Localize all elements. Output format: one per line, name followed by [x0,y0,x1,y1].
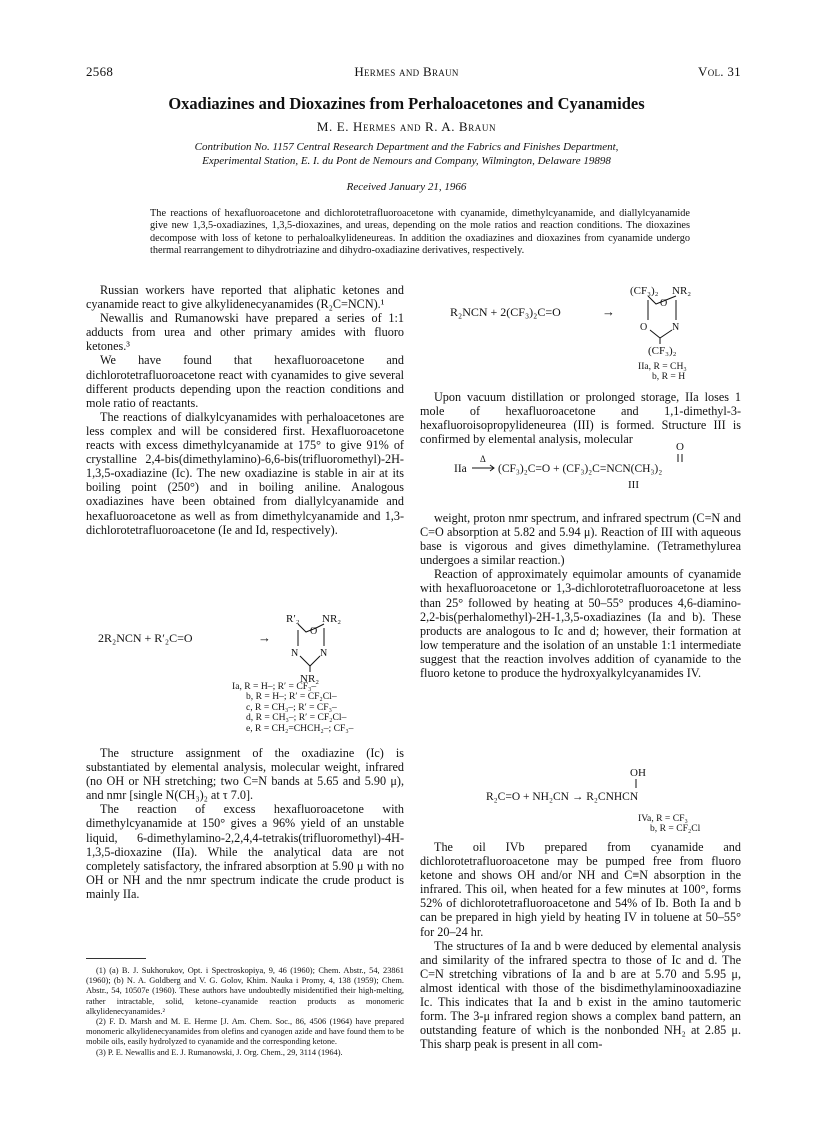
paragraph: weight, proton nmr spectrum, and infrared spectrum (C=N and C=O absorption at 5.82 and 5.94 μ). Reaction of III with aqueous base is vigorous and gives dimethylamine. (Tetramethylurea undergoes a similar reaction.) [420,511,741,568]
scheme2-sub-bottom: (CF₃)₂ [648,345,677,357]
paragraph: The oil IVb prepared from cyanamide and dichlorotetrafluoroacetone may be pumped free from fluoro ketone and shows OH and/or NH and C≡N absorption in the infrared. This oil, when heated for a few minutes at 100°, forms 52% of dichlorotetrafluoroacetone and 54% of Ib. Both Ia and b can be prepared in high yield by heating IV in toluene at 50–55° for 20–24 hr. [420,840,741,939]
affiliation-line: Experimental Station, E. I. du Pont de Nemours and Company, Wilmington, Delaware 19898 [202,154,611,167]
scheme1-arrow: → [258,630,271,645]
scheme3-reactant: IIa [454,463,467,475]
legend-line: c, R = CH₃–; R′ = CF₃– [246,701,337,713]
scheme3-oxygen: O [676,441,684,453]
scheme4-legend [638,814,700,835]
legend-line: Ia, R = H–; R′ = CF₃– [232,681,317,692]
scheme3-delta: Δ [480,454,486,464]
scheme1-ring-n-right: N [320,648,328,659]
scheme2-ring-n: N [672,322,680,333]
scheme-urea-formation [420,440,741,496]
scheme2-ring-o-left: O [640,322,648,333]
right-column-paras [420,511,741,680]
paragraph: Upon vacuum distillation or prolonged storage, IIa loses 1 mole of hexafluoroacetone and 1,1-dimethyl-3-hexafluoroisopropylideneurea (III) is formed. Structure III is confirmed by elemental analysis, molecular [420,390,741,447]
paragraph: Reaction of approximately equimolar amounts of cyanamide with hexafluoroacetone or 1,3-dichlorotetrafluoroacetone at less than 25° followed by heating at 50–55° produces 4,6-diamino-2,2-bis(perhalomethyl)-2H-1,3,5-oxadiazines (Ia and b). These products are analogous to Ic and d; however, their formation at low temperature and the isolation of an unstable 1:1 intermediate suggest that the reaction involves addition of cyanamide to the fluoro ketone to produce the hydroxyalkylcyanamides IV. [420,567,741,681]
scheme1-reactants: 2R₂NCN + R′₂C=O [98,631,193,645]
scheme3-products: (CF₃)₂C=O + (CF₃)₂C=NCN(CH₃)₂ [498,463,663,475]
running-title: Hermes and Braun [354,64,459,79]
scheme-hydroxyalkylcyanamide [420,766,741,810]
scheme1-sub-top-left: R′₂ [286,613,300,625]
scheme2-sub-top-right: NR₂ [672,285,692,297]
right-column-para [420,390,741,446]
legend-line: IVa, R = CF₃ [638,813,688,824]
volume-label: Vol. 31 [698,64,741,79]
affiliation-line: Contribution No. 1157 Central Research Department and the Fabrics and Finishes Department, [194,141,619,153]
scheme1-sub-top-right: NR₂ [322,613,342,625]
paragraph: Newallis and Rumanowski have prepared a series of 1:1 adducts from urea and other primary amides with fluoro ketones.³ [86,311,404,354]
legend-line: e, R = CH₂=CHCH₂–; CF₃– [246,722,354,734]
footnote: (1) (a) B. J. Sukhorukov, Opt. i Spectroskopiya, 9, 46 (1960); Chem. Abstr., 54, 23861 (1960); (b) N. A. Goldberg and V. G. Golov, Khim. Nauka i Promy, 4, 138 (1959); Chem. Abstr., 54, 10507e (1960). These authors have undoubtedly misidentified their high-melting, rather intractable, solid, ketone–cyanamide reaction products as monomeric alkylidenecyanamides.² [86,966,404,1016]
scheme4-equation: R₂C=O + NH₂CN → R₂CNHCN [486,791,639,803]
legend-line: b, R = H–; R′ = CF₂Cl– [246,691,337,703]
scheme4-oh: OH [630,767,646,779]
paragraph: The reaction of excess hexafluoroacetone with dimethylcyanamide at 150° gives a 96% yield of an unstable liquid, 6-dimethylamino-2,2,4,4-tetrakis(trifluoromethyl)-4H-1,3,5-dioxazine (IIa). While the analytical data are not completely satisfactory, the infrared absorption at 5.90 μ with no OH or NH and the nmr spectrum indicate the crude product is mainly IIa. [86,802,404,901]
authors: M. E. Hermes and R. A. Braun [316,119,497,134]
scheme2-ring-o-top: O [660,298,668,309]
received-date: Received January 21, 1966 [346,181,467,193]
legend-line: IIa, R = CH₃ [638,361,687,372]
abstract: The reactions of hexafluoroacetone and dichlorotetrafluoroacetone with cyanamide, dimethylcyanamide, and diallylcyanamide give new 1,3,5-oxadiazines, 1,3,5-dioxazines, and ureas, depending on the mole ratios and reaction conditions. The dioxazines decompose with loss of ketone to perhaloalkylideneureas. In addition the oxadiazines and dioxazines from cyanamide undergo thermal rearrangement to dihydrotriazine and dihydro-oxadiazine derivatives, respectively. [150,208,690,256]
left-column-bottom [86,746,404,901]
left-column-top [86,283,404,537]
legend-line: b, R = CF₂Cl [650,823,701,835]
scheme2-reactants: R₂NCN + 2(CF₃)₂C=O [450,305,561,319]
scheme2-ring-bond [650,330,672,338]
scheme1-legend [232,682,353,734]
paragraph: Russian workers have reported that aliphatic ketones and cyanamide react to give alkylidenecyanamides (R₂C=NCN).¹ [86,283,404,312]
affiliation [0,141,813,168]
scheme1-ring-n-left: N [291,648,299,659]
right-column-paras-bottom [420,840,741,1051]
legend-line: b, R = H [652,371,686,383]
legend-line: d, R = CH₃–; R′ = CF₂Cl– [246,712,347,724]
scheme1-ring-bond [300,656,320,666]
footnote: (3) P. E. Newallis and E. J. Rumanowski, J. Org. Chem., 29, 3114 (1964). [96,1047,343,1057]
scheme2-arrow: → [602,304,615,319]
scheme2-legend [638,362,687,383]
article-title: Oxadiazines and Dioxazines from Perhaloacetones and Cyanamides [168,94,645,113]
page-number: 2568 [86,64,114,79]
scheme1-ring-o: O [310,626,318,637]
scheme2-sub-top-left: (CF₃)₂ [630,285,659,297]
paragraph: The structures of Ia and b were deduced by elemental analysis and similarity of the infrared spectra to those of Ic and d. The C=N stretching vibrations of Ia and b are at 5.70 and 5.95 μ, almost identical with those of the bisdimethylaminooxadiazine Ic. This indicates that Ia and b exist in the amino tautomeric form. The 3-μ infrared region shows a complex band pattern, an outstanding feature of which is the nonbonded NH₂ at 2.85 μ. This sharp peak is present in all com- [420,938,741,1052]
paragraph: The structure assignment of the oxadiazine (Ic) is substantiated by elemental analysis, molecular weight, infrared (no OH or NH stretching; two C=N bands at 5.65 and 5.90 μ), and nmr [single N(CH₃)₂ at τ 7.0]. [86,746,404,803]
paragraph: The reactions of dialkylcyanamides with perhaloacetones are less complex and will be considered first. Hexafluoroacetone reacts with excess dimethylcyanamide at 175° to give 91% of crystalline 2,4-bis(dimethylamino)-6,6-bis(trifluoromethyl)-2H-1,3,5-oxadiazine (Ic). The new oxadiazine is stable in air at its boiling point (250°) and in boiling aniline. Analogous oxadiazines have been obtained from diallylcyanamide and hexafluoroacetone as well as from dimethylcyanamide and 1,3-dichlorotetrafluoroacetone (Ie and Id, respectively). [86,409,404,537]
footnote: (2) F. D. Marsh and M. E. Herme [J. Am. Chem. Soc., 86, 4506 (1964) have prepared monomeric alkylidenecyanamides from olefins and cyanogen azide and have found them to be mobile oils, easily hydrolyzed to cyanamide and the corresponding ketone. [86,1017,404,1047]
scheme3-compound-label: III [628,479,639,491]
scheme1-sub-bottom: NR₂ [300,673,320,685]
footnote-rule [86,958,146,959]
scheme-dioxazine-formation [420,282,741,370]
paragraph: We have found that hexafluoroacetone and dichlorotetrafluoroacetone react with cyanamides to give several different products depending upon the reaction conditions and mole ratio of reactants. [86,353,404,410]
footnotes [86,966,404,1058]
